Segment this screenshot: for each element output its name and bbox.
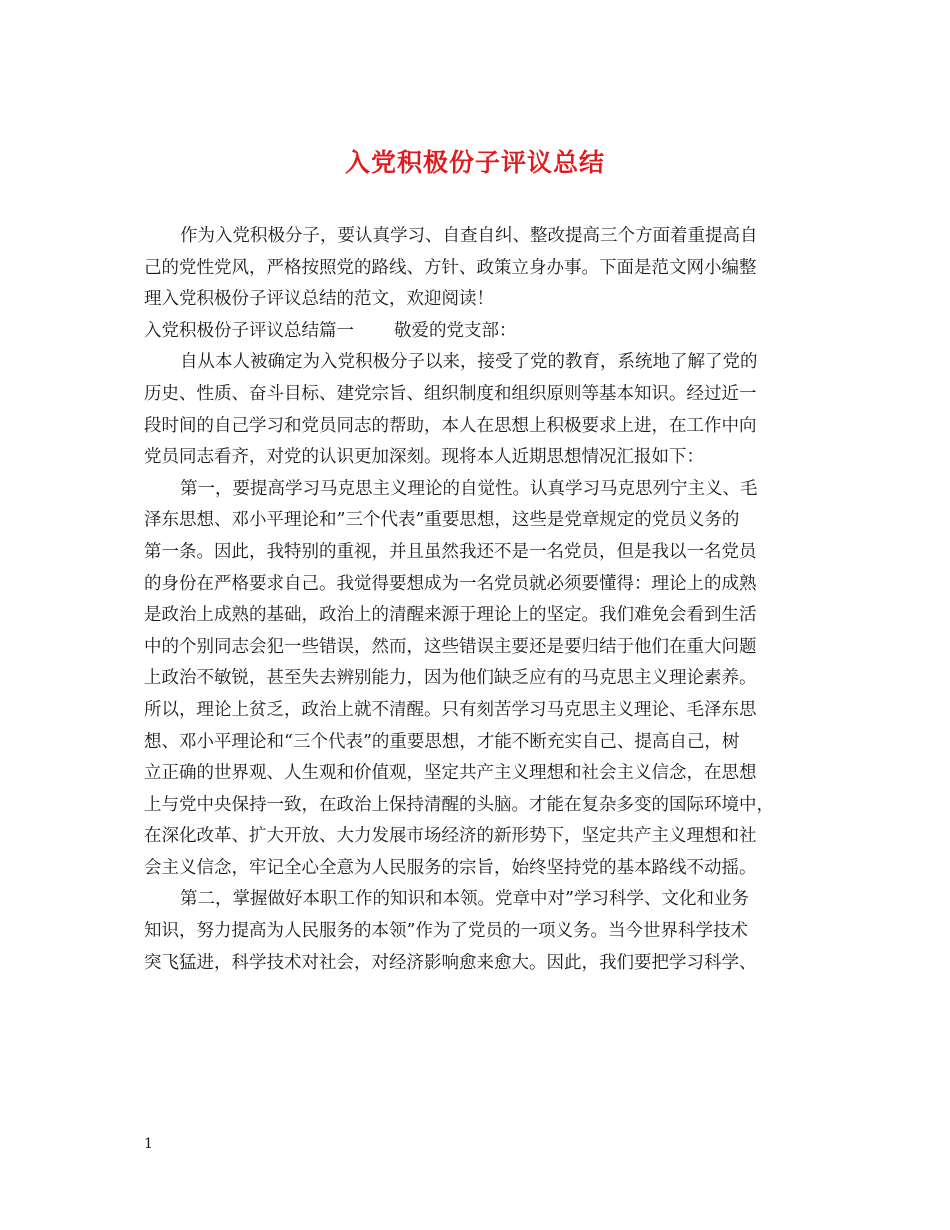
paragraph-line: 上政治不敏锐，甚至失去辨别能力，因为他们缺乏应有的马克思主义理论素养。 <box>144 668 757 689</box>
paragraph-line: 突飞猛进，科学技术对社会，对经济影响愈来愈大。因此，我们要把学习科学、 <box>144 952 757 973</box>
salutation: 敬爱的党支部： <box>394 320 517 341</box>
section-heading: 入党积极份子评议总结篇一 <box>144 320 354 341</box>
paragraph-line: 想、邓小平理论和“三个代表”的重要思想，才能不断充实自己、提高自己，树 <box>144 731 740 752</box>
paragraph-line: 泽东思想、邓小平理论和”三个代表”重要思想，这些是党章规定的党员义务的 <box>144 510 740 531</box>
paragraph-line: 自从本人被确定为入党积极分子以来，接受了党的教育，系统地了解了党的 <box>180 352 758 373</box>
paragraph-line: 中的个别同志会犯一些错误，然而，这些错误主要还是要归结于他们在重大问题 <box>144 636 757 657</box>
paragraph-line: 立正确的世界观、人生观和价值观，坚定共产主义理想和社会主义信念，在思想 <box>144 763 757 784</box>
paragraph-line: 所以，理论上贫乏，政治上就不清醒。只有刻苦学习马克思主义理论、毛泽东思 <box>144 699 757 720</box>
paragraph-line: 己的党性党风，严格按照党的路线、方针、政策立身办事。下面是范文网小编整 <box>144 257 757 278</box>
paragraph-line: 会主义信念，牢记全心全意为人民服务的宗旨，始终坚持党的基本路线不动摇。 <box>144 857 757 878</box>
paragraph-line: 历史、性质、奋斗目标、建党宗旨、组织制度和组织原则等基本知识。经过近一 <box>144 383 757 404</box>
section-heading-line <box>144 316 804 348</box>
paragraph-line: 党员同志看齐，对党的认识更加深刻。现将本人近期思想情况汇报如下： <box>144 447 704 468</box>
paragraph-line: 段时间的自己学习和党员同志的帮助，本人在思想上积极要求上进，在工作中向 <box>144 415 757 436</box>
paragraph-line: 理入党积极份子评议总结的范文，欢迎阅读！ <box>144 289 494 310</box>
paragraph-line: 第二，掌握做好本职工作的知识和本领。党章中对”学习科学、文化和业务 <box>180 889 749 910</box>
paragraph-line: 第一，要提高学习马克思主义理论的自觉性。认真学习马克思列宁主义、毛 <box>180 478 758 499</box>
paragraph-line: 是政治上成熟的基础，政治上的清醒来源于理论上的坚定。我们难免会看到生活 <box>144 605 757 626</box>
paragraph-line: 的身份在严格要求自己。我觉得要想成为一名党员就必须要懂得：理论上的成熟 <box>144 573 757 594</box>
paragraph-line: 知识，努力提高为人民服务的本领”作为了党员的一项义务。当今世界科学技术 <box>144 921 748 942</box>
page-number: 1 <box>144 1136 153 1152</box>
document-title: 入党积极份子评议总结 <box>344 148 605 177</box>
paragraph-line: 上与党中央保持一致，在政治上保持清醒的头脑。才能在复杂多变的国际环境中， <box>144 794 774 815</box>
paragraph-line: 作为入党积极分子，要认真学习、自查自纠、整改提高三个方面着重提高自 <box>180 226 758 246</box>
paragraph-line: 第一条。因此，我特别的重视，并且虽然我还不是一名党员，但是我以一名党员 <box>144 541 757 562</box>
document-body <box>144 221 804 979</box>
paragraph-line: 在深化改革、扩大开放、大力发展市场经济的新形势下，坚定共产主义理想和社 <box>144 826 757 847</box>
